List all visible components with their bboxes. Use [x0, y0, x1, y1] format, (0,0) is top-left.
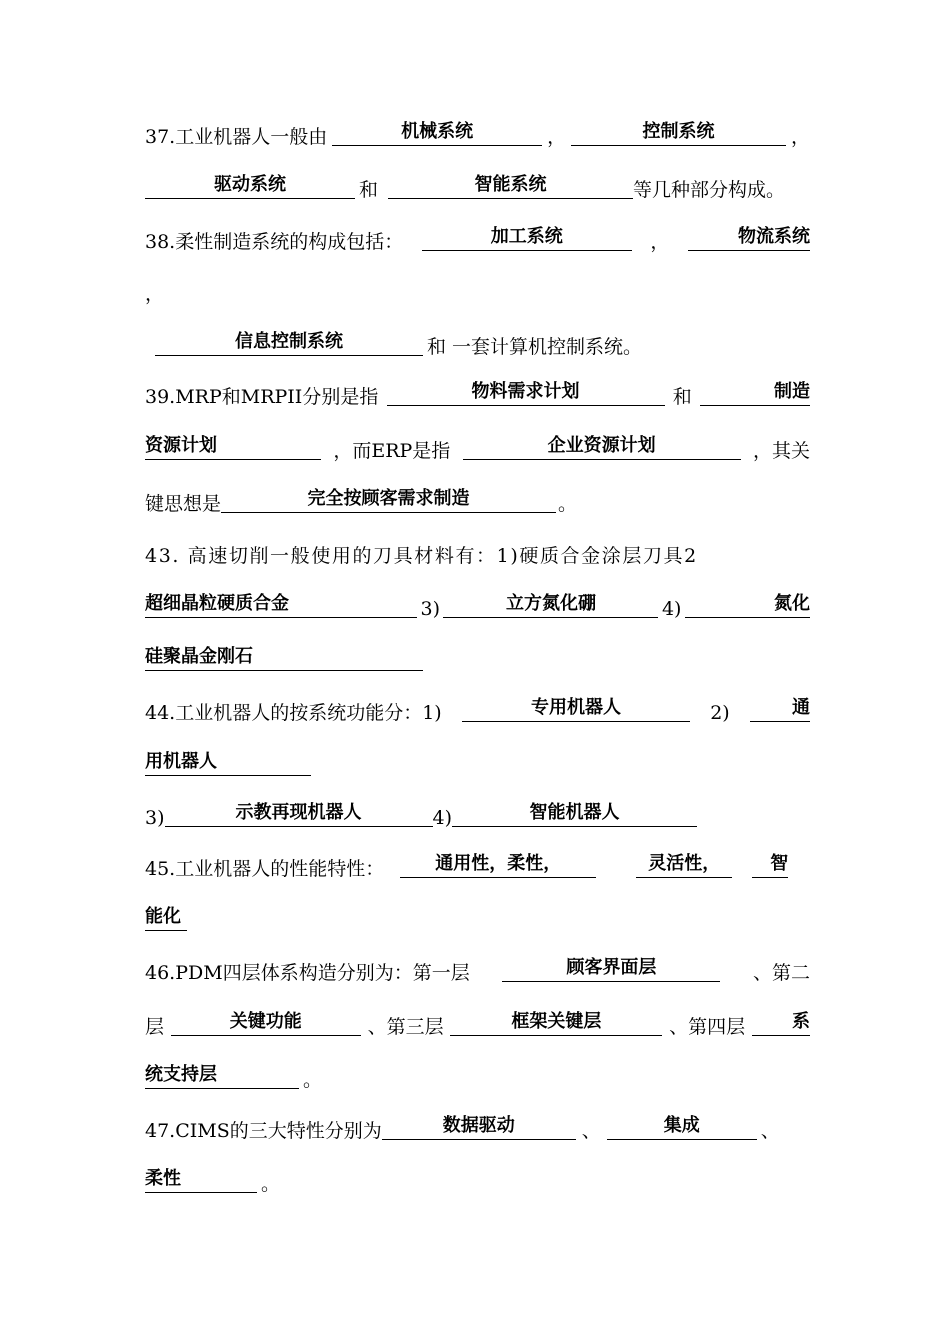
q46-marker-2: 、第二 [752, 962, 810, 984]
q43-line-1 [145, 536, 810, 576]
q39-answer-2a: 制造 [700, 377, 810, 406]
q45-answer-3b: 能化 [145, 902, 187, 931]
q45-prefix: 45.工业机器人的性能特性： [145, 858, 385, 880]
q45-answer-2: 灵活性， [636, 849, 732, 878]
q43-answer-3b: 硅聚晶金刚石 [145, 642, 423, 671]
q44-answer-2a: 通 [750, 693, 810, 722]
q47-suffix: 。 [261, 1173, 281, 1195]
q46-answer-4a: 系 [752, 1007, 810, 1036]
q44-answer-4: 智能机器人 [452, 798, 697, 827]
q43-answer-3a: 氮化 [685, 589, 810, 618]
q46-line-2 [145, 1007, 810, 1047]
q46-line-3 [145, 1060, 810, 1100]
q39-line3-prefix: 键思想是 [145, 493, 222, 515]
q38-line-3 [145, 327, 810, 367]
q46-marker-3: 、第三层 [367, 1016, 444, 1038]
q47-answer-1: 数据驱动 [382, 1111, 576, 1140]
q39-line-3 [145, 484, 810, 524]
q45-answer-3a: 智 [752, 849, 788, 878]
q38-line-2 [145, 274, 810, 314]
q47-line-1 [145, 1111, 810, 1151]
q46-answer-4b: 统支持层 [145, 1060, 299, 1089]
q46-line-1 [145, 953, 810, 993]
q37-sep-2: ， [790, 126, 810, 148]
q45-answer-1: 通用性，柔性， [400, 849, 596, 878]
q47-sep-2: 、 [760, 1120, 780, 1142]
q37-answer-3: 驱动系统 [145, 170, 355, 199]
q44-marker-2: 2) [710, 702, 730, 724]
q46-marker-4: 、第四层 [669, 1016, 746, 1038]
q39-suffix: 。 [558, 493, 578, 515]
q39-mid: 和 [672, 386, 692, 408]
q46-suffix: 。 [303, 1069, 323, 1091]
q39-answer-1: 物料需求计划 [387, 377, 665, 406]
q38-line-1 [145, 222, 810, 262]
q37-answer-1: 机械系统 [332, 117, 542, 146]
q43-prefix: 43. 高速切削一般使用的刀具材料有：1)硬质合金涂层刀具2 [145, 545, 698, 567]
q39-answer-3: 企业资源计划 [463, 431, 741, 460]
q46-answer-2: 关键功能 [171, 1007, 361, 1036]
q46-answer-1: 顾客界面层 [502, 953, 720, 982]
q44-line-3 [145, 798, 810, 838]
q39-answer-2b: 资源计划 [145, 431, 321, 460]
q44-marker-4: 4) [432, 807, 453, 829]
q39-line-2 [145, 431, 810, 471]
q47-line-2 [145, 1164, 810, 1204]
q44-answer-2b: 用机器人 [145, 747, 311, 776]
q37-prefix: 37.工业机器人一般由 [145, 126, 328, 148]
q47-answer-3: 柔性 [145, 1164, 257, 1193]
q37-line-1 [145, 117, 810, 157]
q43-line-2 [145, 589, 810, 629]
q37-answer-2: 控制系统 [571, 117, 786, 146]
q43-answer-1: 超细晶粒硬质合金 [145, 589, 417, 618]
q47-prefix: 47.CIMS的三大特性分别为 [145, 1120, 382, 1142]
q47-sep-1: 、 [581, 1120, 601, 1142]
q38-suffix: 和 一套计算机控制系统。 [427, 336, 643, 358]
q46-prefix: 46.PDM四层体系构造分别为：第一层 [145, 962, 470, 984]
q45-line-2 [145, 902, 810, 942]
q38-answer-3: 信息控制系统 [155, 327, 423, 356]
q44-line-2 [145, 747, 810, 787]
q37-sep-1: ， [547, 126, 567, 148]
q38-answer-2: 物流系统 [688, 222, 810, 251]
q46-answer-3: 框架关键层 [450, 1007, 662, 1036]
q37-answer-4: 智能系统 [388, 170, 633, 199]
q47-answer-2: 集成 [607, 1111, 757, 1140]
q44-answer-3: 示教再现机器人 [165, 798, 433, 827]
q38-comma: ， [145, 283, 165, 305]
q44-prefix: 44.工业机器人的按系统功能分：1) [145, 702, 442, 724]
q43-answer-2: 立方氮化硼 [443, 589, 658, 618]
q38-sep-1: ， [650, 231, 670, 253]
q44-marker-3: 3) [145, 807, 165, 829]
q38-answer-1: 加工系统 [422, 222, 632, 251]
q39-mid3: ，其关 [752, 440, 810, 462]
q39-line-1 [145, 377, 810, 417]
q43-marker-2: 3) [420, 598, 440, 620]
q39-prefix: 39.MRP和MRPII分别是指 [145, 386, 379, 408]
q44-line-1 [145, 693, 810, 733]
q39-answer-4: 完全按顾客需求制造 [221, 484, 556, 513]
q37-suffix: 等几种部分构成。 [633, 179, 786, 201]
q46-line2-prefix: 层 [145, 1016, 165, 1038]
q43-line-3 [145, 642, 810, 682]
q43-marker-3: 4) [661, 598, 682, 620]
q45-line-1 [145, 849, 810, 889]
q39-mid2: ，而ERP是指 [333, 440, 451, 462]
q37-line-2 [145, 170, 810, 210]
q44-answer-1: 专用机器人 [462, 693, 690, 722]
q38-prefix: 38.柔性制造系统的构成包括： [145, 231, 404, 253]
q37-mid: 和 [359, 179, 379, 201]
